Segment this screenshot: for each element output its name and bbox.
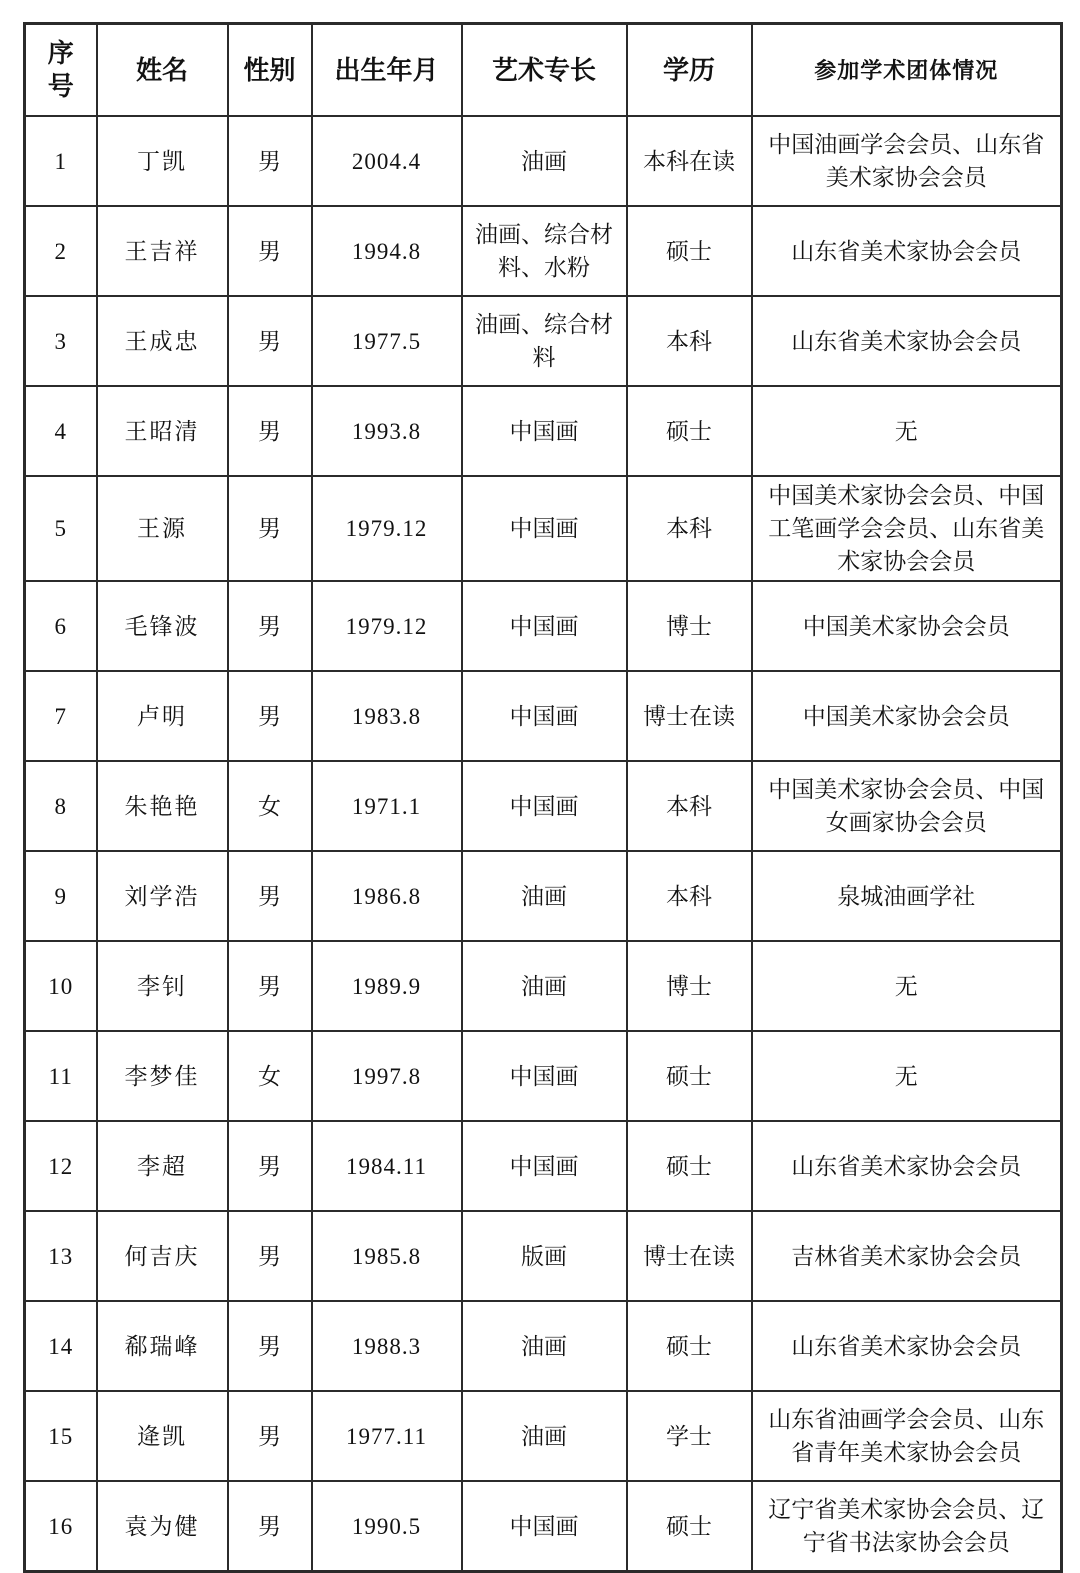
cell-specialty: 中国画 xyxy=(462,1031,627,1121)
cell-gender: 男 xyxy=(228,581,312,671)
table-row xyxy=(25,296,1062,386)
cell-education: 学士 xyxy=(627,1391,752,1481)
table-row xyxy=(25,1031,1062,1121)
table-row xyxy=(25,1121,1062,1211)
cell-name: 李超 xyxy=(97,1121,228,1211)
cell-birthdate: 1983.8 xyxy=(312,671,462,761)
cell-birthdate: 1984.11 xyxy=(312,1121,462,1211)
column-header-education: 学历 xyxy=(627,24,752,117)
cell-societies: 山东省油画学会会员、山东省青年美术家协会会员 xyxy=(752,1391,1062,1481)
cell-index: 11 xyxy=(25,1031,97,1121)
cell-education: 硕士 xyxy=(627,386,752,476)
cell-education: 硕士 xyxy=(627,1481,752,1572)
cell-index: 4 xyxy=(25,386,97,476)
column-header-societies: 参加学术团体情况 xyxy=(752,24,1062,117)
cell-specialty: 中国画 xyxy=(462,1121,627,1211)
cell-specialty: 中国画 xyxy=(462,671,627,761)
cell-name: 王昭清 xyxy=(97,386,228,476)
cell-gender: 男 xyxy=(228,1391,312,1481)
cell-index: 10 xyxy=(25,941,97,1031)
cell-name: 丁凯 xyxy=(97,116,228,206)
cell-name: 袁为健 xyxy=(97,1481,228,1572)
cell-education: 博士在读 xyxy=(627,1211,752,1301)
cell-name: 毛锋波 xyxy=(97,581,228,671)
table-row xyxy=(25,206,1062,296)
cell-specialty: 油画 xyxy=(462,1391,627,1481)
cell-specialty: 中国画 xyxy=(462,581,627,671)
cell-education: 博士 xyxy=(627,581,752,671)
cell-specialty: 版画 xyxy=(462,1211,627,1301)
table-body xyxy=(25,116,1062,1572)
table-row xyxy=(25,671,1062,761)
cell-index: 5 xyxy=(25,476,97,581)
cell-societies: 中国美术家协会会员、中国工笔画学会会员、山东省美术家协会会员 xyxy=(752,476,1062,581)
cell-birthdate: 2004.4 xyxy=(312,116,462,206)
cell-birthdate: 1979.12 xyxy=(312,476,462,581)
cell-gender: 男 xyxy=(228,941,312,1031)
column-header-gender: 性别 xyxy=(228,24,312,117)
cell-specialty: 油画、综合材料 xyxy=(462,296,627,386)
cell-name: 刘学浩 xyxy=(97,851,228,941)
cell-specialty: 油画、综合材料、水粉 xyxy=(462,206,627,296)
cell-societies: 无 xyxy=(752,1031,1062,1121)
cell-societies: 泉城油画学社 xyxy=(752,851,1062,941)
cell-index: 2 xyxy=(25,206,97,296)
cell-societies: 山东省美术家协会会员 xyxy=(752,296,1062,386)
cell-birthdate: 1986.8 xyxy=(312,851,462,941)
cell-index: 15 xyxy=(25,1391,97,1481)
cell-gender: 男 xyxy=(228,206,312,296)
cell-gender: 男 xyxy=(228,1121,312,1211)
cell-societies: 山东省美术家协会会员 xyxy=(752,1121,1062,1211)
cell-education: 硕士 xyxy=(627,1301,752,1391)
table-row xyxy=(25,1481,1062,1572)
cell-birthdate: 1985.8 xyxy=(312,1211,462,1301)
cell-gender: 男 xyxy=(228,671,312,761)
table-row xyxy=(25,1391,1062,1481)
cell-specialty: 油画 xyxy=(462,941,627,1031)
cell-birthdate: 1988.3 xyxy=(312,1301,462,1391)
table-row xyxy=(25,761,1062,851)
cell-societies: 辽宁省美术家协会会员、辽宁省书法家协会会员 xyxy=(752,1481,1062,1572)
cell-societies: 山东省美术家协会会员 xyxy=(752,1301,1062,1391)
cell-index: 14 xyxy=(25,1301,97,1391)
cell-specialty: 油画 xyxy=(462,851,627,941)
column-header-birthdate: 出生年月 xyxy=(312,24,462,117)
cell-education: 本科 xyxy=(627,851,752,941)
cell-gender: 男 xyxy=(228,296,312,386)
cell-gender: 男 xyxy=(228,386,312,476)
cell-gender: 男 xyxy=(228,1481,312,1572)
cell-societies: 中国美术家协会会员 xyxy=(752,671,1062,761)
cell-birthdate: 1971.1 xyxy=(312,761,462,851)
column-header-specialty: 艺术专长 xyxy=(462,24,627,117)
cell-name: 王源 xyxy=(97,476,228,581)
cell-societies: 无 xyxy=(752,941,1062,1031)
cell-gender: 男 xyxy=(228,116,312,206)
cell-index: 1 xyxy=(25,116,97,206)
cell-gender: 女 xyxy=(228,761,312,851)
table-row xyxy=(25,476,1062,581)
cell-gender: 男 xyxy=(228,476,312,581)
cell-specialty: 中国画 xyxy=(462,761,627,851)
artist-roster-table xyxy=(23,22,1063,1573)
cell-education: 本科 xyxy=(627,296,752,386)
cell-specialty: 油画 xyxy=(462,1301,627,1391)
table-header xyxy=(25,24,1062,117)
header-row xyxy=(25,24,1062,117)
table-row xyxy=(25,1211,1062,1301)
cell-education: 本科 xyxy=(627,476,752,581)
cell-index: 16 xyxy=(25,1481,97,1572)
table-row xyxy=(25,581,1062,671)
cell-education: 本科 xyxy=(627,761,752,851)
cell-societies: 中国油画学会会员、山东省美术家协会会员 xyxy=(752,116,1062,206)
cell-index: 12 xyxy=(25,1121,97,1211)
cell-societies: 山东省美术家协会会员 xyxy=(752,206,1062,296)
cell-education: 本科在读 xyxy=(627,116,752,206)
cell-specialty: 中国画 xyxy=(462,476,627,581)
cell-gender: 女 xyxy=(228,1031,312,1121)
cell-name: 李钊 xyxy=(97,941,228,1031)
cell-birthdate: 1977.11 xyxy=(312,1391,462,1481)
cell-index: 13 xyxy=(25,1211,97,1301)
table-row xyxy=(25,116,1062,206)
table-row xyxy=(25,851,1062,941)
cell-birthdate: 1994.8 xyxy=(312,206,462,296)
cell-birthdate: 1990.5 xyxy=(312,1481,462,1572)
cell-birthdate: 1989.9 xyxy=(312,941,462,1031)
cell-education: 硕士 xyxy=(627,206,752,296)
cell-gender: 男 xyxy=(228,1301,312,1391)
cell-specialty: 中国画 xyxy=(462,386,627,476)
column-header-name: 姓名 xyxy=(97,24,228,117)
cell-name: 郗瑞峰 xyxy=(97,1301,228,1391)
cell-gender: 男 xyxy=(228,1211,312,1301)
cell-specialty: 中国画 xyxy=(462,1481,627,1572)
cell-name: 王成忠 xyxy=(97,296,228,386)
cell-birthdate: 1979.12 xyxy=(312,581,462,671)
table-row xyxy=(25,386,1062,476)
cell-name: 逄凯 xyxy=(97,1391,228,1481)
cell-societies: 中国美术家协会会员 xyxy=(752,581,1062,671)
cell-index: 9 xyxy=(25,851,97,941)
cell-societies: 吉林省美术家协会会员 xyxy=(752,1211,1062,1301)
cell-societies: 无 xyxy=(752,386,1062,476)
cell-name: 李梦佳 xyxy=(97,1031,228,1121)
cell-index: 7 xyxy=(25,671,97,761)
cell-birthdate: 1997.8 xyxy=(312,1031,462,1121)
cell-name: 朱艳艳 xyxy=(97,761,228,851)
cell-societies: 中国美术家协会会员、中国女画家协会会员 xyxy=(752,761,1062,851)
column-header-index: 序号 xyxy=(25,24,97,117)
cell-education: 硕士 xyxy=(627,1031,752,1121)
cell-education: 博士在读 xyxy=(627,671,752,761)
table-row xyxy=(25,941,1062,1031)
cell-birthdate: 1993.8 xyxy=(312,386,462,476)
cell-index: 8 xyxy=(25,761,97,851)
cell-education: 博士 xyxy=(627,941,752,1031)
cell-gender: 男 xyxy=(228,851,312,941)
cell-education: 硕士 xyxy=(627,1121,752,1211)
cell-specialty: 油画 xyxy=(462,116,627,206)
cell-index: 6 xyxy=(25,581,97,671)
cell-name: 卢明 xyxy=(97,671,228,761)
cell-name: 王吉祥 xyxy=(97,206,228,296)
table-row xyxy=(25,1301,1062,1391)
cell-name: 何吉庆 xyxy=(97,1211,228,1301)
cell-birthdate: 1977.5 xyxy=(312,296,462,386)
cell-index: 3 xyxy=(25,296,97,386)
